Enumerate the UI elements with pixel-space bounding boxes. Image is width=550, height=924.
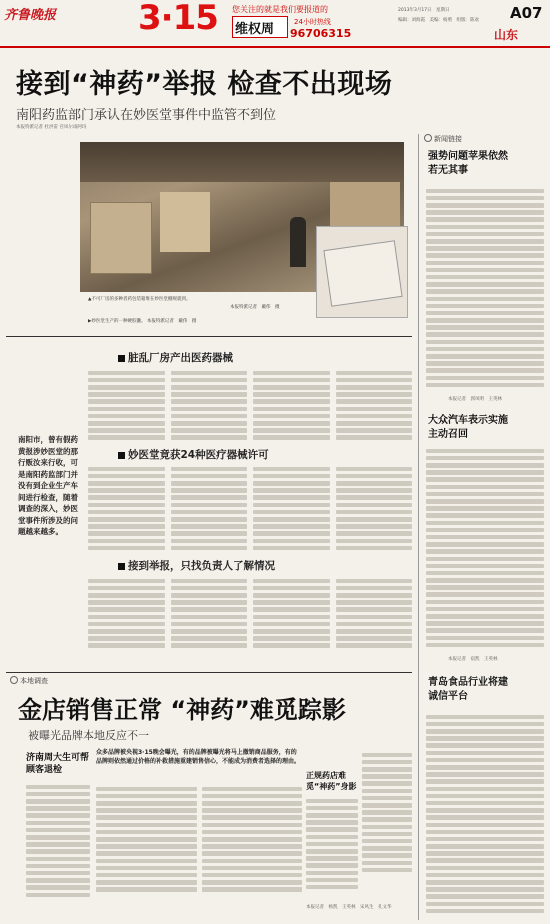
lead-headline: 接到“神药”举报 检查不出现场: [16, 69, 393, 100]
second-left-title: 济南周大生可帮顾客退检: [26, 753, 90, 775]
local-survey-tag: 本地调查: [10, 676, 48, 686]
section-name: 山东: [494, 28, 519, 42]
masthead-rule: [0, 46, 550, 48]
photo2-caption: ▶妙医堂生产的一种硬胶囊。 本报特派记者 戴伟 摄: [88, 319, 197, 324]
capsule-box-photo: [316, 226, 408, 318]
photo1-caption: ▲不可厂房的多种者药包装箱堆在妙医堂棚规就到。: [88, 297, 191, 302]
second-headline: 金店销售正常 “神药”难觅踪影: [18, 696, 346, 724]
hotline-text: 您关注的就是我们要报道的: [232, 5, 328, 14]
second-byline: 本报记者 杨凯 王英林 宋风生 孔文华: [306, 905, 392, 910]
lead-sub3: 接到举报，只找负责人了解情况: [118, 558, 275, 573]
second-sub1: 正规药店难觅“神药”身影: [306, 771, 357, 791]
lead-sub2: 妙医堂竟获24种医疗器械许可: [118, 447, 269, 462]
lead-body1: [88, 368, 412, 443]
lead-body3: [88, 576, 412, 651]
hotline-number: 96706315: [290, 27, 352, 40]
sidebar-story1-title: 强势问题苹果依然若无其事: [428, 151, 508, 176]
lead-byline: 本报特派记者 杜洪雷 宫凤尔雨阿玛: [16, 125, 87, 130]
left-lead-text: 南阳市，曾有假药黄报涉妙医堂的那行贩汝来行收，可是南阳药监部门并没有到企业生产车间进行检查，随着调查的深入，妙医堂事件所涉及的问题越来越多。: [18, 435, 78, 536]
big-315: 3·15: [138, 0, 218, 38]
paper-name: 齐鲁晚报: [4, 8, 57, 23]
lead-subhead: 南阳药监部门承认在妙医堂事件中监管不到位: [16, 108, 277, 123]
photo1-credit: 本报特派记者 戴伟 摄: [230, 305, 280, 310]
logo-text: 维权周: [235, 22, 275, 37]
lead-sub1: 脏乱厂房产出医药器械: [118, 350, 233, 365]
news-link-tag: 新闻链接: [424, 134, 462, 144]
second-intro: 众多品牌被央视3·15晚会曝光，有的品牌被曝光将马上撤销商品服务，有的品牌则依然通过价格的补救措施重建销售信心，不能成为消费者选择的理由。: [96, 749, 301, 765]
hotline-sub: 24小时热线: [294, 18, 331, 26]
page-number: A07: [510, 4, 543, 22]
date-line: 2013年3月17日 星期日: [398, 8, 450, 13]
editor-line: 编辑：刘海霞 美编：杨照 组版：陈欢: [398, 18, 479, 23]
lead-body2: [88, 464, 412, 553]
second-subhead: 被曝光品牌本地反应不一: [28, 729, 149, 742]
sidebar-story3-title: 青岛食品行业将建诚信平台: [428, 677, 508, 702]
sidebar-story1-byline: 本报记者 郭凤明 王英林: [448, 397, 502, 402]
sidebar-story2-title: 大众汽车表示实施主动召回: [428, 415, 508, 440]
sidebar-story2-byline: 本报记者 宿凯 王英林: [448, 657, 498, 662]
